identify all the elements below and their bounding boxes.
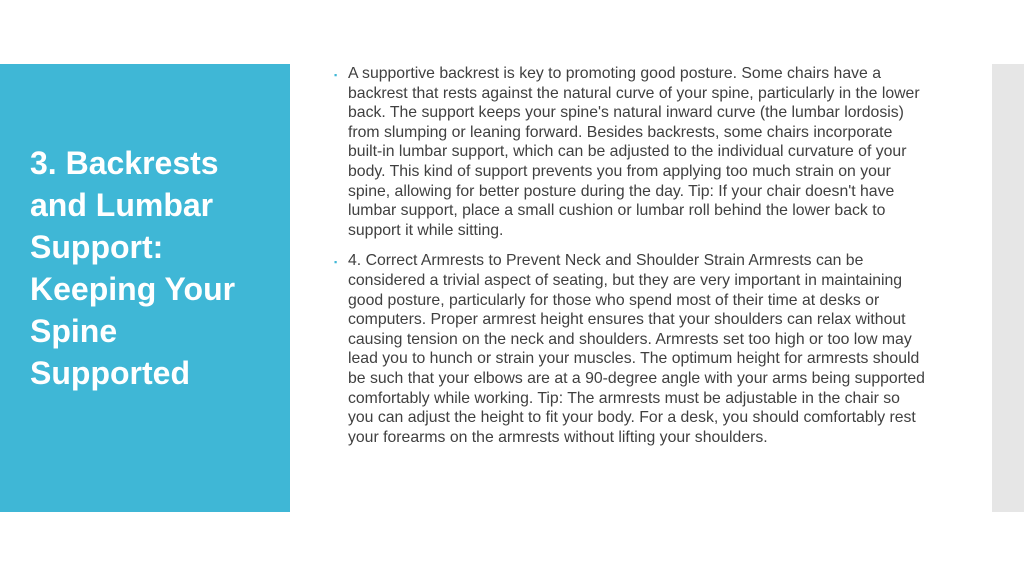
bullet-text: 4. Correct Armrests to Prevent Neck and Shoulder Strain Armrests can be considered a trivial aspect of seating, but they are very important in maintaining good posture, particularly for those who spend most of their time at desks or computers. Proper armrest height ensures that your shoulders can relax without causing tension on the neck and shoulders. Armrests set too high or too low may lead you to hunch or strain your muscles. The optimum height for armrests should be such that your elbows are at a 90-degree angle with your arms being supported comfortably while working. Tip: The armrests must be adjustable in the chair so you can adjust the height to fit your body. For a desk, you should comfortably rest your forearms on the armrests without lifting your shoulders. xyxy=(348,252,925,446)
side-strip xyxy=(992,64,1024,512)
bullet-icon: ▪ xyxy=(334,70,338,80)
bullet-item xyxy=(332,251,928,447)
bullet-text: A supportive backrest is key to promoting good posture. Some chairs have a backrest that rests against the natural curve of your spine, particularly in the lower back. The support keeps your spine's natural inward curve (the lumbar lordosis) from slumping or leaning forward. Besides backrests, some chairs incorporate built-in lumbar support, which can be adjusted to the individual curvature of your body. This kind of support prevents you from applying too much strain on your spine, allowing for better posture during the day. Tip: If your chair doesn't have lumbar support, place a small cushion or lumbar roll behind the lower back to support it while sitting. xyxy=(348,65,920,239)
bullet-icon: ▪ xyxy=(334,257,338,268)
slide-title: 3. Backrests and Lumbar Support: Keeping Your Spine Supported xyxy=(30,145,236,391)
slide-content xyxy=(332,64,928,458)
bullet-item xyxy=(332,64,928,240)
